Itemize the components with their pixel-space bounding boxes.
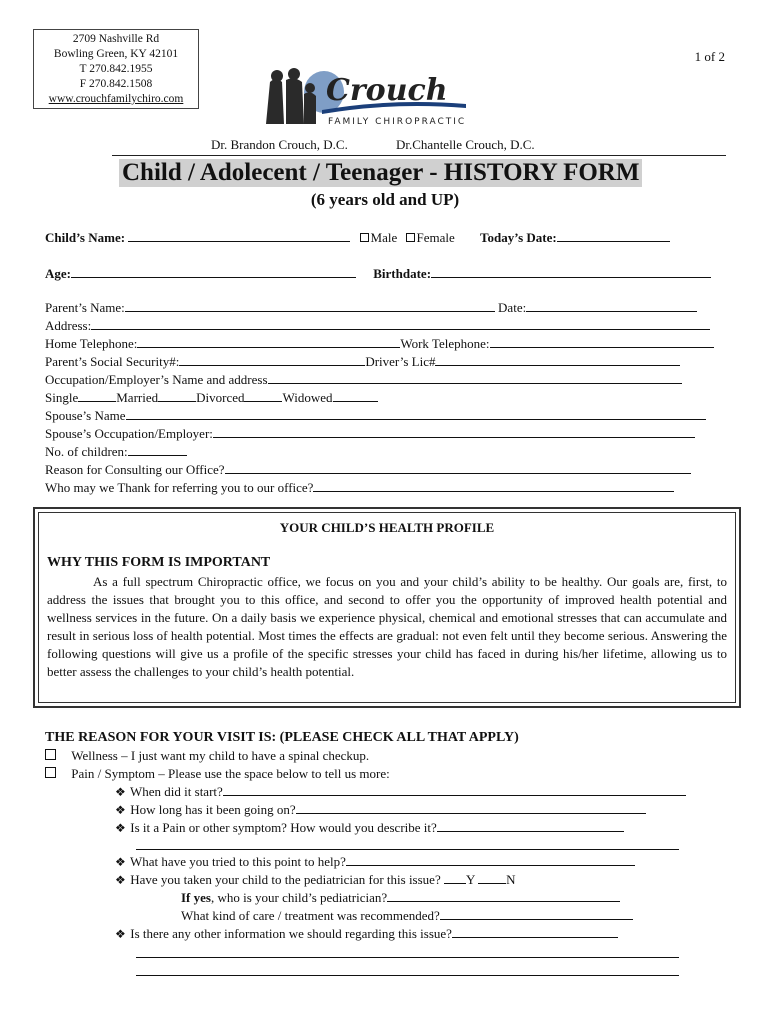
child-name-row	[45, 229, 670, 247]
single-input[interactable]	[78, 389, 116, 402]
referral-input[interactable]	[313, 479, 674, 492]
work-tel-label: Work Telephone:	[400, 336, 490, 351]
diamond-bullet-icon: ❖	[115, 927, 126, 941]
diamond-bullet-icon: ❖	[115, 855, 126, 869]
q-how-long-label: How long has it been going on?	[130, 802, 296, 817]
spouse-occupation-input[interactable]	[213, 425, 695, 438]
q-when-start-input[interactable]	[223, 783, 686, 796]
header-divider	[112, 155, 726, 156]
logo-wordmark: Crouch	[326, 73, 448, 108]
address-input[interactable]	[91, 317, 710, 330]
q-describe-input[interactable]	[437, 819, 624, 832]
q-pediatrician-no-input[interactable]	[478, 871, 506, 884]
female-checkbox[interactable]	[406, 233, 415, 242]
pain-checkbox[interactable]	[45, 767, 56, 778]
children-input[interactable]	[128, 443, 187, 456]
diamond-bullet-icon: ❖	[115, 821, 126, 835]
health-profile-box	[33, 507, 741, 708]
q-describe-label: Is it a Pain or other symptom? How would you describe it?	[130, 820, 437, 835]
parent-name-input[interactable]	[125, 299, 495, 312]
spouse-occupation-row	[45, 425, 695, 443]
fax-line: F 270.842.1508	[79, 78, 153, 90]
address-label: Address:	[45, 318, 92, 333]
occupation-label: Occupation/Employer’s Name and address	[45, 372, 268, 387]
ssn-row	[45, 353, 680, 371]
spouse-name-label: Spouse’s Name	[45, 408, 126, 423]
visit-reason-heading: THE REASON FOR YOUR VISIT IS: (PLEASE CHECK ALL THAT APPLY)	[45, 730, 519, 745]
wellness-checkbox[interactable]	[45, 749, 56, 760]
pain-option	[45, 765, 390, 783]
q-pediatrician-label: Have you taken your child to the pediatrician for this issue?	[130, 872, 441, 887]
yes-label: Y	[465, 872, 475, 887]
parent-name-row	[45, 299, 697, 317]
no-label: N	[506, 872, 516, 887]
widowed-label: Widowed	[282, 390, 333, 405]
drivers-lic-label: Driver’s Lic#	[365, 354, 436, 369]
date-label: Date:	[498, 300, 527, 315]
marital-status-row	[45, 389, 378, 407]
q-tried	[115, 853, 635, 871]
q-tried-label: What have you tried to this point to help?	[130, 854, 346, 869]
reason-consulting-label: Reason for Consulting our Office?	[45, 462, 225, 477]
widowed-input[interactable]	[333, 389, 378, 402]
form-title: Child / Adolecent / Teenager - HISTORY FORM	[119, 159, 642, 187]
care-recommended-label: What kind of care / treatment was recommended?	[181, 908, 440, 923]
pediatrician-name-label: , who is your child’s pediatrician?	[210, 890, 388, 905]
divorced-input[interactable]	[244, 389, 282, 402]
page-number: 1 of 2	[694, 49, 725, 64]
health-profile-heading: YOUR CHILD’S HEALTH PROFILE	[279, 520, 495, 535]
q-pediatrician-yes-input[interactable]	[444, 871, 466, 884]
date-input[interactable]	[526, 299, 697, 312]
married-input[interactable]	[158, 389, 196, 402]
address-row	[45, 317, 710, 335]
address-line-2: Bowling Green, KY 42101	[53, 48, 179, 60]
q-how-long	[115, 801, 646, 819]
occupation-input[interactable]	[268, 371, 682, 384]
todays-date-input[interactable]	[557, 229, 670, 242]
q-describe	[115, 819, 624, 837]
work-tel-input[interactable]	[490, 335, 714, 348]
reason-consulting-row	[45, 461, 691, 479]
female-label: Female	[416, 230, 455, 245]
address-line-1: 2709 Nashville Rd	[72, 33, 160, 45]
q-describe-extra-line[interactable]	[136, 837, 679, 850]
child-name-label: Child’s Name:	[45, 230, 126, 245]
q-when-start-label: When did it start?	[130, 784, 223, 799]
parent-name-label: Parent’s Name:	[45, 300, 125, 315]
male-label: Male	[370, 230, 398, 245]
spouse-name-input[interactable]	[126, 407, 706, 420]
q-when-start	[115, 783, 686, 801]
spouse-name-row	[45, 407, 706, 425]
if-yes-label: If yes	[181, 890, 211, 905]
care-recommended-input[interactable]	[440, 907, 633, 920]
ssn-input[interactable]	[179, 353, 365, 366]
spouse-occupation-label: Spouse’s Occupation/Employer:	[45, 426, 213, 441]
home-tel-input[interactable]	[137, 335, 400, 348]
pain-label: Pain / Symptom – Please use the space below to tell us more:	[71, 766, 390, 781]
birthdate-input[interactable]	[431, 265, 711, 278]
diamond-bullet-icon: ❖	[115, 803, 126, 817]
q-other-info-extra-line-1[interactable]	[136, 945, 679, 958]
age-input[interactable]	[71, 265, 356, 278]
wellness-label: Wellness – I just want my child to have a spinal checkup.	[71, 748, 370, 763]
why-important-text: As a full spectrum Chiropractic office, we focus on you and your child’s ability to be healthy. Our goals are, first, to address the issues that brought you to this office, and second to offer you the opportunity of improved health potential and wellness services in the future. On a daily basis we experience physical, chemical and emotional stresses that can accumulate and result in serious loss of health potential. Most times the effects are gradual: not even felt until they become serious. Answering the following questions will give us a profile of the specific stresses your child has faced in during his/her lifetime, allowing us to better assess the challenges to your child’s health potential.	[47, 574, 727, 679]
occupation-row	[45, 371, 682, 389]
divorced-label: Divorced	[196, 390, 245, 405]
doctor-chantelle: Dr.Chantelle Crouch, D.C.	[396, 137, 535, 152]
age-label: Age:	[45, 266, 71, 281]
reason-consulting-input[interactable]	[225, 461, 691, 474]
single-label: Single	[45, 390, 79, 405]
birthdate-label: Birthdate:	[373, 266, 432, 281]
todays-date-label: Today’s Date:	[480, 230, 557, 245]
diamond-bullet-icon: ❖	[115, 785, 126, 799]
why-important-heading: WHY THIS FORM IS IMPORTANT	[47, 555, 271, 570]
q-tried-input[interactable]	[346, 853, 635, 866]
q-other-info-label: Is there any other information we should regarding this issue?	[130, 926, 452, 941]
q-other-info-input[interactable]	[452, 925, 618, 938]
clinic-address-box	[33, 29, 199, 109]
diamond-bullet-icon: ❖	[115, 873, 126, 887]
q-other-info	[115, 925, 618, 943]
male-checkbox[interactable]	[360, 233, 369, 242]
pediatrician-name-row	[181, 889, 620, 907]
phone-line: T 270.842.1955	[79, 63, 153, 75]
child-name-input[interactable]	[128, 229, 350, 242]
website-link[interactable]: www.crouchfamilychiro.com	[48, 93, 184, 105]
home-tel-label: Home Telephone:	[45, 336, 138, 351]
pediatrician-name-input[interactable]	[387, 889, 620, 902]
form-subtitle: (6 years old and UP)	[310, 190, 460, 209]
q-other-info-extra-line-2[interactable]	[136, 963, 679, 976]
q-pediatrician	[115, 871, 516, 889]
doctor-brandon: Dr. Brandon Crouch, D.C.	[211, 137, 348, 152]
q-how-long-input[interactable]	[296, 801, 646, 814]
referral-label: Who may we Thank for referring you to our office?	[45, 480, 314, 495]
married-label: Married	[116, 390, 159, 405]
telephone-row	[45, 335, 714, 353]
children-label: No. of children:	[45, 444, 128, 459]
crouch-logo	[262, 66, 467, 128]
referral-row	[45, 479, 674, 497]
drivers-lic-input[interactable]	[435, 353, 680, 366]
wellness-option	[45, 747, 369, 765]
logo-tagline: FAMILY CHIROPRACTIC	[328, 117, 467, 127]
children-row	[45, 443, 187, 461]
age-row	[45, 265, 711, 283]
care-recommended-row	[181, 907, 633, 925]
ssn-label: Parent’s Social Security#:	[45, 354, 180, 369]
